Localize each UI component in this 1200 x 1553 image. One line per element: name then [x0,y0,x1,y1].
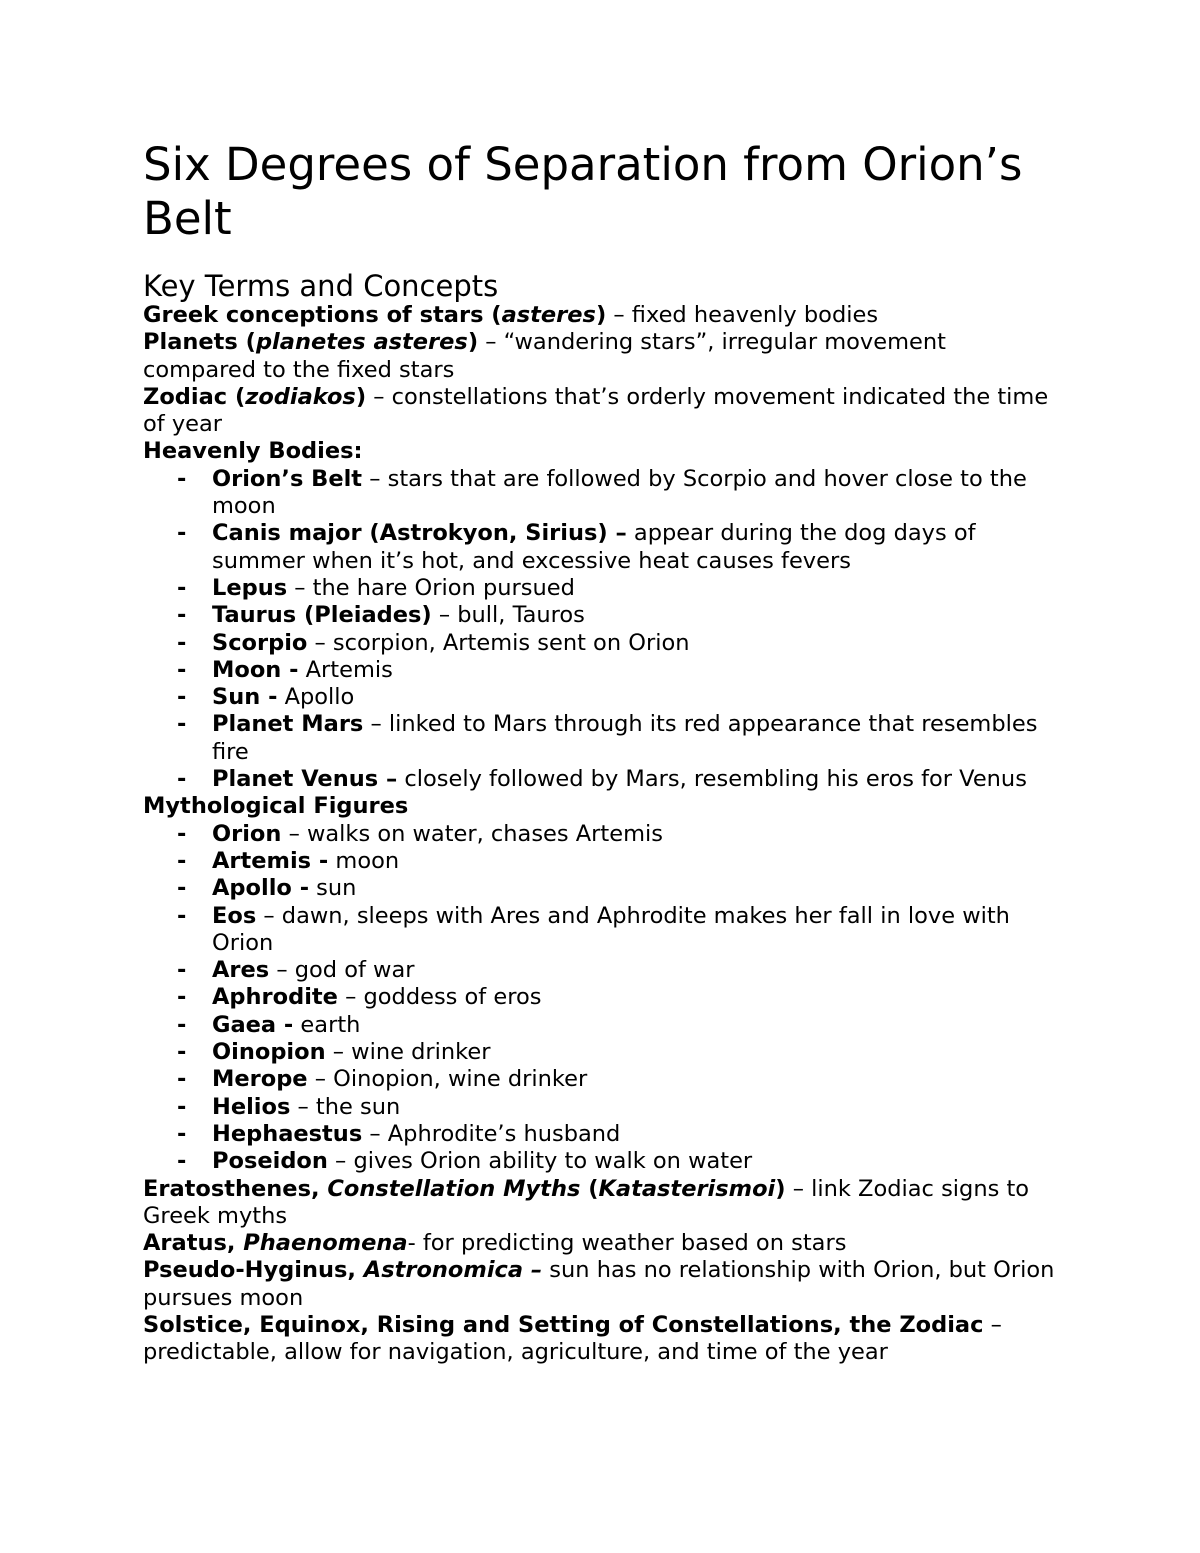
list-item-desc: earth [293,1011,361,1038]
list-item [143,466,1063,521]
list-item-desc: – the sun [290,1093,401,1120]
term-label: Planets ( [143,329,256,356]
list-item-desc: – scorpion, Artemis sent on Orion [307,629,690,656]
list-item-desc: – wine drinker [325,1039,491,1066]
list-item-desc: closely followed by Mars, resembling his eros for Venus [397,766,1027,793]
list-item [143,684,1063,711]
list-item-desc: – gives Orion ability to walk on water [327,1148,753,1175]
list-item-term: Gaea - [212,1011,294,1038]
list-item [143,1148,1063,1175]
term-greek-word: asteres [501,302,596,328]
term-greek-word: Katasterismoi [598,1175,776,1202]
term-work-title: Constellation Myths [327,1175,581,1202]
list-item [143,711,1063,766]
list-item-term: Aphrodite [212,984,338,1011]
dash-bullet: - [177,602,187,629]
list-item-term: Poseidon [212,1148,328,1175]
dash-bullet: - [177,984,187,1011]
list-item-term: Orion [212,820,282,847]
term-greek-word: zodiakos [245,383,356,410]
list-item-desc: – stars that are followed by Scorpio and hover close to the moon [212,465,1027,520]
term-definition: sun has no relationship with Orion, but Orion pursues moon [143,1257,1055,1311]
list-item-desc: – god of war [269,957,415,984]
term-label-close: ) [467,329,479,356]
list-item-term: Canis major (Astrokyon, Sirius) – [212,520,627,547]
list-item [143,657,1063,684]
list-item-term: Apollo - [212,875,310,902]
term-label-close: ) [595,302,607,328]
term-label-close: ) [775,1175,786,1202]
term-label: Eratosthenes, [143,1175,328,1202]
term-work-title: Astronomica – [363,1257,543,1284]
list-item [143,1094,1063,1121]
term-label: Zodiac ( [143,383,246,410]
list-item-desc: moon [328,847,400,874]
list-item [143,875,1063,902]
list-item-desc: – bull, Tauros [431,602,585,629]
document-page [143,138,1063,1367]
list-item-term: Artemis - [212,847,329,874]
list-item [143,520,1063,575]
term-pseudo-hyginus [143,1257,1063,1312]
list-item-term: Taurus (Pleiades) [212,602,432,629]
list-item-desc: appear during the dog days of summer when it’s hot, and excessive heat causes fevers [212,520,976,574]
dash-bullet: - [177,847,187,874]
heavenly-bodies-heading: Heavenly Bodies: [143,438,363,465]
dash-bullet: - [177,1011,187,1038]
term-definition: – fixed heavenly bodies [606,302,879,328]
dash-bullet: - [177,629,187,656]
list-item-desc: – goddess of eros [337,984,542,1011]
mythological-figures-heading: Mythological Figures [143,793,409,820]
dash-bullet: - [177,465,187,492]
list-item-term: Lepus [212,574,288,601]
list-item-desc: Artemis [298,656,393,683]
list-item [143,1012,1063,1039]
term-label: Aratus, [143,1230,244,1257]
dash-bullet: - [177,1066,187,1093]
dash-bullet: - [177,820,187,847]
term-zodiac [143,384,1063,439]
list-item [143,903,1063,958]
dash-bullet: - [177,766,187,793]
list-item [143,1039,1063,1066]
list-item-term: Oinopion [212,1039,326,1066]
term-definition: – constellations that’s orderly movement indicated the time of year [143,383,1049,438]
dash-bullet: - [177,1039,187,1066]
section-heading-key-terms: Key Terms and Concepts [143,269,499,303]
term-greek-word: planetes asteres [255,329,468,356]
list-item-desc: – dawn, sleeps with Ares and Aphrodite makes her fall in love with Orion [212,902,1010,956]
document-title: Six Degrees of Separation from Orion’s Belt [143,138,1023,245]
list-item-term: Sun - [212,684,278,711]
dash-bullet: - [177,902,187,929]
term-eratosthenes [143,1176,1063,1231]
list-item [143,630,1063,657]
list-item-desc: Apollo [277,684,355,711]
list-item [143,957,1063,984]
list-item-term: Eos [212,902,257,929]
dash-bullet: - [177,1120,187,1147]
term-definition: – link Zodiac signs to Greek myths [143,1175,1030,1229]
list-item-desc: – the hare Orion pursued [287,574,575,601]
term-label: Pseudo-Hyginus, [143,1257,364,1284]
term-label-close: ) [355,383,367,410]
list-item [143,602,1063,629]
list-item-term: Moon - [212,656,299,683]
dash-bullet: - [177,684,187,711]
list-item [143,575,1063,602]
dash-bullet: - [177,957,187,984]
list-item [143,1121,1063,1148]
list-item-term: Helios [212,1093,291,1120]
term-label-paren: ( [580,1175,599,1202]
list-item-desc: – linked to Mars through its red appearance that resembles fire [212,711,1038,765]
heavenly-bodies-list [143,466,1063,794]
list-item-desc: – walks on water, chases Artemis [281,820,663,847]
list-item-term: Orion’s Belt [212,465,363,492]
term-definition: – “wandering stars”, irregular movement compared to the fixed stars [143,329,946,383]
term-planets [143,329,1063,384]
list-item [143,848,1063,875]
term-greek-conceptions [143,302,1063,329]
list-item-desc: – Aphrodite’s husband [362,1120,621,1147]
list-item-term: Planet Mars [212,711,364,738]
mythological-figures-list [143,821,1063,1176]
dash-bullet: - [177,574,187,601]
term-definition: – predictable, allow for navigation, agriculture, and time of the year [143,1311,1002,1366]
term-label: Solstice, Equinox, Rising and Setting of Constellations, the Zodiac [143,1311,984,1338]
list-item-term: Hephaestus [212,1120,363,1147]
term-label: Greek conceptions of stars ( [143,302,502,328]
dash-bullet: - [177,520,187,547]
list-item [143,1066,1063,1093]
term-solstice [143,1312,1063,1367]
list-item-term: Scorpio [212,629,308,656]
list-item [143,821,1063,848]
list-item-term: Merope [212,1066,308,1093]
dash-bullet: - [177,656,187,683]
term-aratus [143,1230,1063,1257]
dash-bullet: - [177,1148,187,1175]
list-item [143,984,1063,1011]
dash-bullet: - [177,711,187,738]
list-item-desc: sun [309,875,357,902]
term-work-title: Phaenomena [243,1230,408,1257]
list-item-term: Planet Venus – [212,766,398,793]
list-item-desc: – Oinopion, wine drinker [307,1066,588,1093]
list-item-term: Ares [212,957,270,984]
list-item [143,766,1063,793]
dash-bullet: - [177,875,187,902]
dash-bullet: - [177,1093,187,1120]
term-definition: - for predicting weather based on stars [407,1230,847,1257]
